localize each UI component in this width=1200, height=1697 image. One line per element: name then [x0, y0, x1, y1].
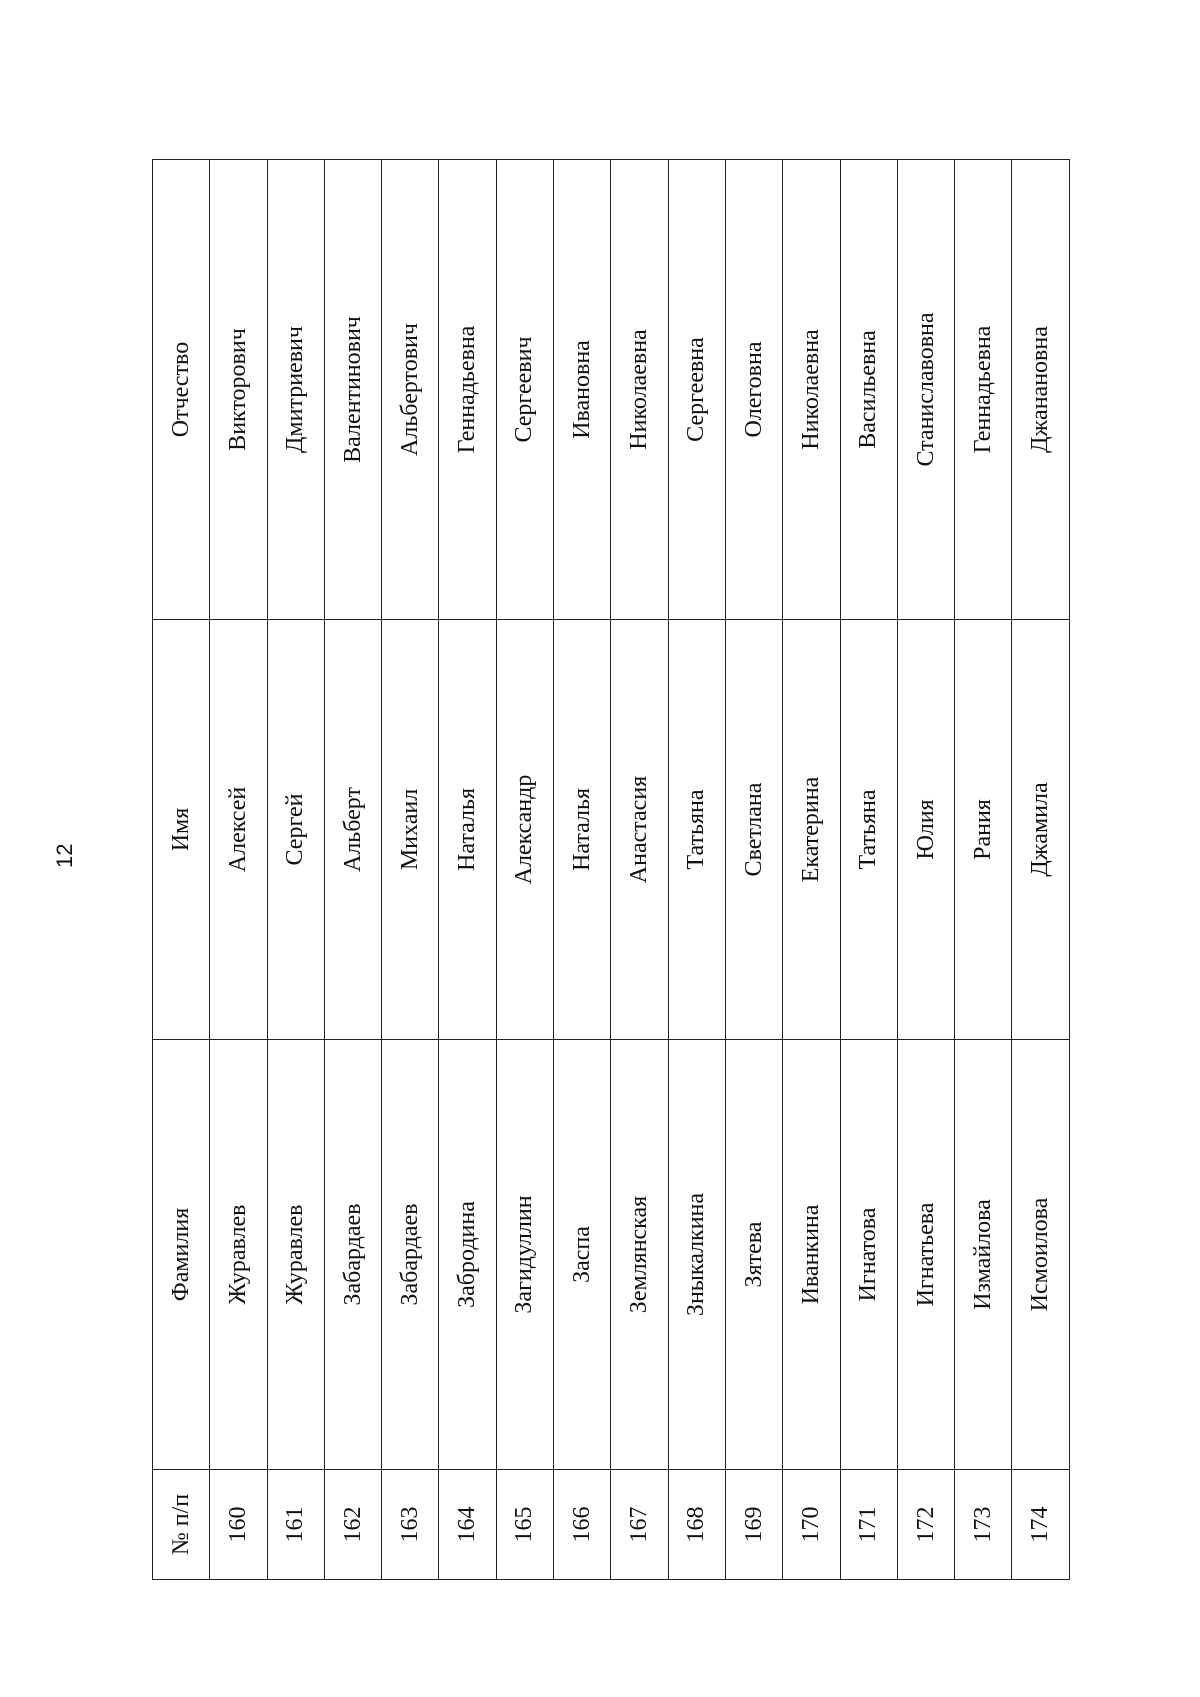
table-row: [897, 160, 954, 1580]
table-row: [210, 160, 267, 1580]
header-surname: Фамилия: [153, 1040, 210, 1470]
table-row: [783, 160, 840, 1580]
cell-patronymic: Ивановна: [554, 160, 611, 620]
cell-num: 171: [840, 1470, 897, 1580]
cell-num: 174: [1012, 1470, 1069, 1580]
cell-patronymic: Станиславовна: [897, 160, 954, 620]
table-body: [210, 160, 1069, 1580]
table-row: [496, 160, 553, 1580]
cell-surname: Иванкина: [783, 1040, 840, 1470]
cell-name: Наталья: [554, 620, 611, 1040]
cell-num: 167: [611, 1470, 668, 1580]
cell-num: 166: [554, 1470, 611, 1580]
cell-num: 168: [668, 1470, 725, 1580]
page-number: 12: [52, 843, 77, 868]
cell-surname: Зятева: [725, 1040, 782, 1470]
cell-surname: Исмоилова: [1012, 1040, 1069, 1470]
cell-num: 162: [324, 1470, 381, 1580]
header-patronymic: Отчество: [153, 160, 210, 620]
cell-num: 172: [897, 1470, 954, 1580]
cell-name: Татьяна: [840, 620, 897, 1040]
cell-surname: Землянская: [611, 1040, 668, 1470]
cell-name: Татьяна: [668, 620, 725, 1040]
cell-num: 169: [725, 1470, 782, 1580]
names-table: [152, 159, 1070, 1580]
cell-name: Алексей: [210, 620, 267, 1040]
header-num: № п/п: [153, 1470, 210, 1580]
table-row: [382, 160, 439, 1580]
cell-name: Анастасия: [611, 620, 668, 1040]
cell-surname: Забродина: [439, 1040, 496, 1470]
cell-patronymic: Валентинович: [324, 160, 381, 620]
cell-patronymic: Васильевна: [840, 160, 897, 620]
cell-surname: Журавлев: [210, 1040, 267, 1470]
cell-patronymic: Дмитриевич: [267, 160, 324, 620]
cell-surname: Забардаев: [382, 1040, 439, 1470]
cell-surname: Загидуллин: [496, 1040, 553, 1470]
cell-name: Юлия: [897, 620, 954, 1040]
table-row: [840, 160, 897, 1580]
table-row: [1012, 160, 1069, 1580]
cell-num: 160: [210, 1470, 267, 1580]
cell-surname: Зныкалкина: [668, 1040, 725, 1470]
header-name: Имя: [153, 620, 210, 1040]
table-row: [611, 160, 668, 1580]
cell-num: 163: [382, 1470, 439, 1580]
cell-name: Сергей: [267, 620, 324, 1040]
cell-name: Екатерина: [783, 620, 840, 1040]
cell-num: 164: [439, 1470, 496, 1580]
table-row: [725, 160, 782, 1580]
cell-surname: Заспа: [554, 1040, 611, 1470]
cell-num: 161: [267, 1470, 324, 1580]
names-table-wrapper: [152, 160, 1054, 1580]
cell-surname: Игнатьева: [897, 1040, 954, 1470]
cell-name: Светлана: [725, 620, 782, 1040]
cell-patronymic: Сергеевна: [668, 160, 725, 620]
cell-name: Альберт: [324, 620, 381, 1040]
cell-patronymic: Геннадьевна: [955, 160, 1012, 620]
cell-patronymic: Викторович: [210, 160, 267, 620]
table-row: [267, 160, 324, 1580]
cell-name: Михаил: [382, 620, 439, 1040]
cell-patronymic: Сергеевич: [496, 160, 553, 620]
cell-name: Рания: [955, 620, 1012, 1040]
table-row: [554, 160, 611, 1580]
cell-surname: Игнатова: [840, 1040, 897, 1470]
cell-patronymic: Олеговна: [725, 160, 782, 620]
table-row: [668, 160, 725, 1580]
table-row: [955, 160, 1012, 1580]
cell-surname: Журавлев: [267, 1040, 324, 1470]
cell-surname: Забардаев: [324, 1040, 381, 1470]
table-header-row: [153, 160, 210, 1580]
cell-num: 165: [496, 1470, 553, 1580]
cell-surname: Измайлова: [955, 1040, 1012, 1470]
cell-name: Наталья: [439, 620, 496, 1040]
table-row: [439, 160, 496, 1580]
cell-name: Джамила: [1012, 620, 1069, 1040]
cell-patronymic: Николаевна: [611, 160, 668, 620]
cell-num: 170: [783, 1470, 840, 1580]
cell-patronymic: Альбертович: [382, 160, 439, 620]
table-row: [324, 160, 381, 1580]
cell-num: 173: [955, 1470, 1012, 1580]
cell-patronymic: Николаевна: [783, 160, 840, 620]
cell-name: Александр: [496, 620, 553, 1040]
cell-patronymic: Геннадьевна: [439, 160, 496, 620]
cell-patronymic: Джанановна: [1012, 160, 1069, 620]
